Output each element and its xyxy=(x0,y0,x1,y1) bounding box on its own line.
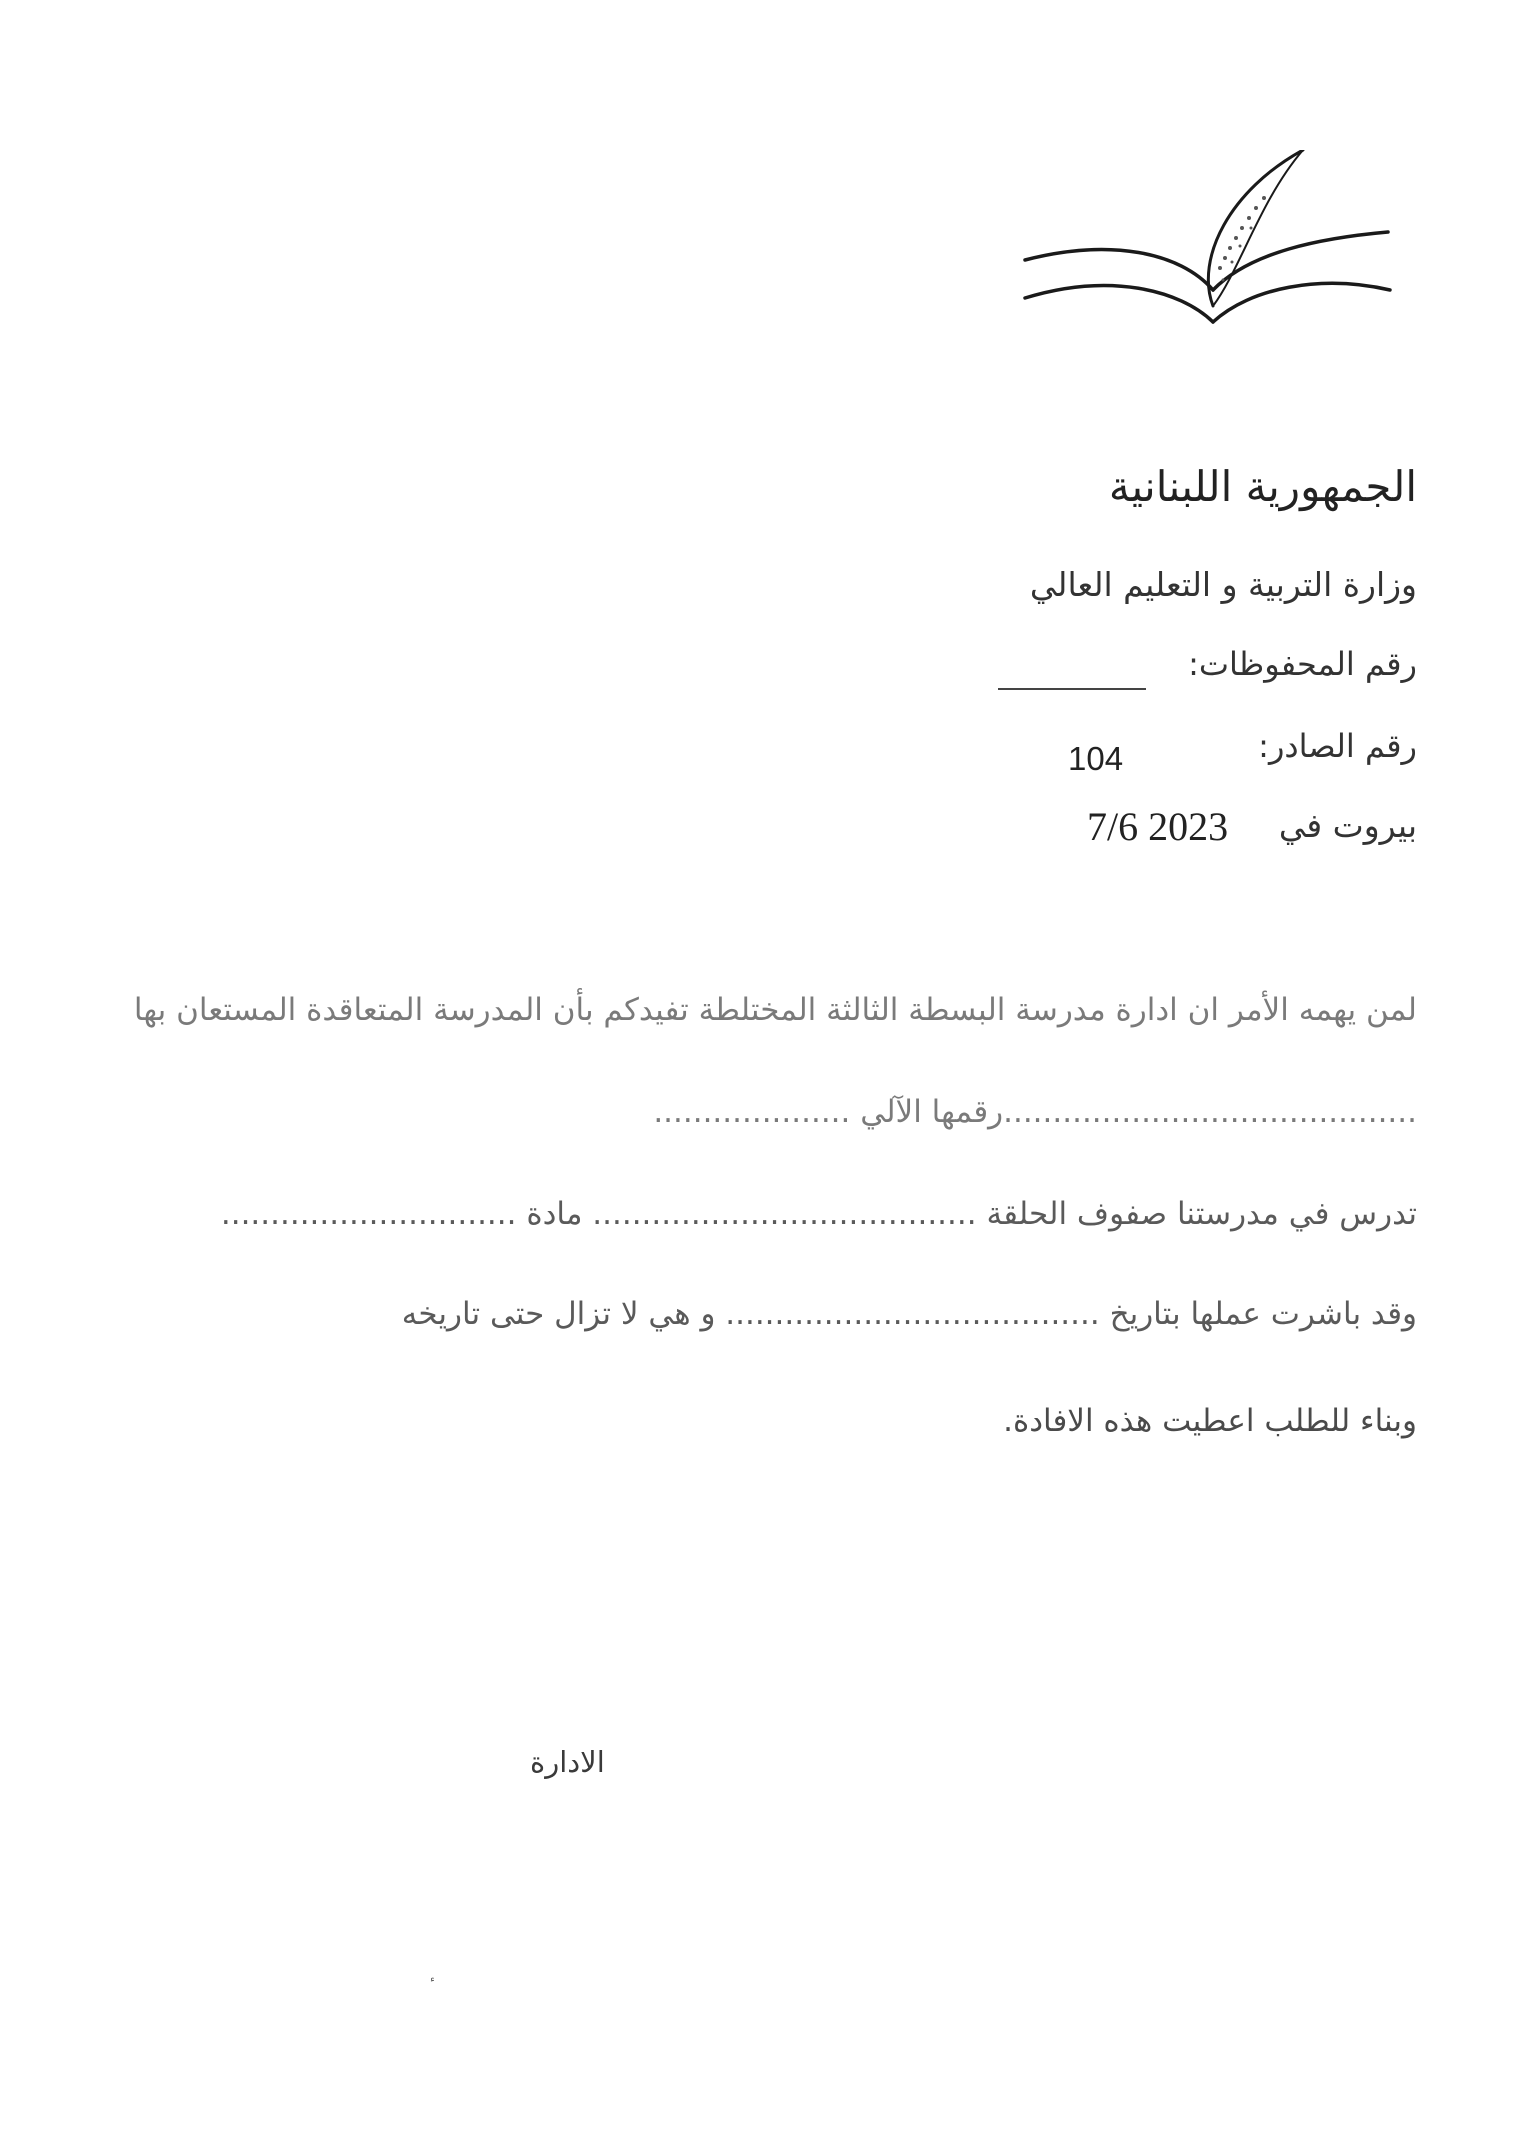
outgoing-number-label: رقم الصادر: xyxy=(1258,727,1417,765)
ministry-name: وزارة التربية و التعليم العالي xyxy=(1029,565,1417,604)
body-line-3: تدرس في مدرستنا صفوف الحلقة ....................................... مادة .............................. xyxy=(220,1196,1417,1232)
archive-number-blank xyxy=(998,688,1146,690)
archive-number-label: رقم المحفوظات: xyxy=(1188,645,1417,683)
body-line-2: ..........................................رقمها الآلي .................... xyxy=(653,1094,1417,1130)
body-line-1: لمن يهمه الأمر ان ادارة مدرسة البسطة الثالثة المختلطة تفيدكم بأن المدرسة المتعاقدة المستعان بها xyxy=(133,992,1417,1028)
signature-label: الادارة xyxy=(530,1745,605,1779)
outgoing-number-value: 104 xyxy=(1068,740,1124,777)
body-line-5: وبناء للطلب اعطيت هذه الافادة. xyxy=(1003,1403,1417,1439)
country-title: الجمهورية اللبنانية xyxy=(1108,462,1417,511)
body-line-4: وقد باشرت عملها بتاريخ ...................................... و هي لا تزال حتى تاريخه xyxy=(401,1296,1417,1332)
date-label: بيروت في xyxy=(1278,806,1417,845)
date-value: 7/6 2023 xyxy=(1087,804,1229,849)
open-book-with-quill-icon xyxy=(1020,150,1395,335)
